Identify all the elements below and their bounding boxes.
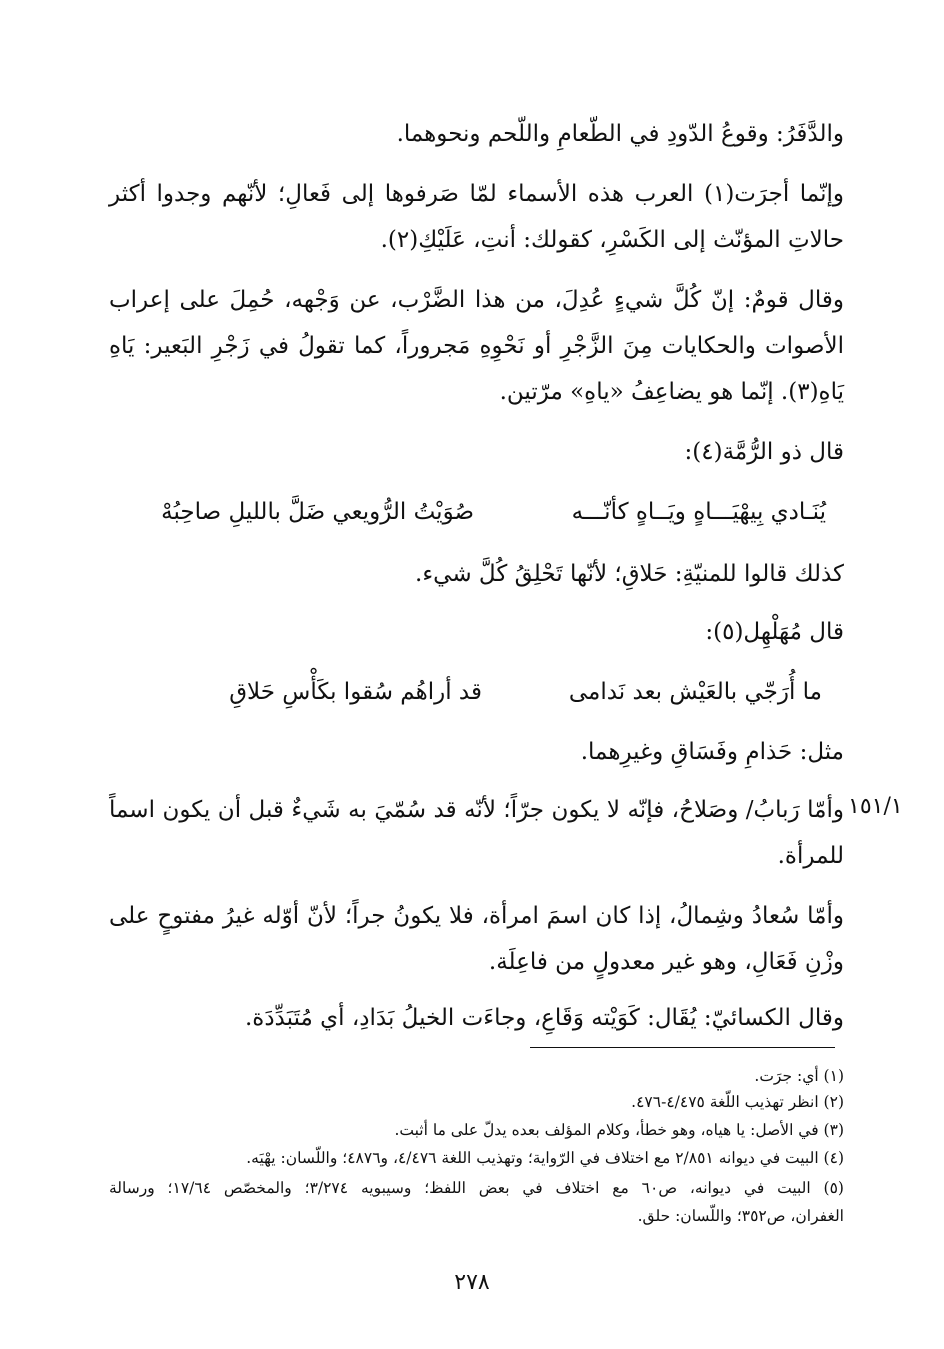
verse-intro: قال ذو الرُّمَّة(٤): — [684, 439, 844, 465]
page-number: ٢٧٨ — [454, 1270, 490, 1295]
footnote: (٣) في الأصل: يا هياه، وهو خطأ، وكلام المؤلف بعده يدلّ على ما أثبت. — [394, 1121, 844, 1139]
body-line: الأصوات والحكايات مِنَ الزَّجْرِ أو نَحْوِهِ مَجروراً، كما تقولُ في زَجْرِ البَعير: يَاهِ — [109, 333, 844, 359]
body-line: وأمّا رَبابُ/ وصَلاحُ، فإنّه لا يكون جرّاً؛ لأنّه قد سُمّيَ به شَيءٌ قبل أن يكون اسماً — [109, 797, 844, 823]
body-line: حالاتِ المؤنّث إلى الكَسْرِ، كقولك: أنتِ، عَلَيْكِ(٢). — [380, 227, 844, 253]
body-line: وقال قومٌ: إنّ كُلَّ شيءٍ عُدِلَ، من هذا الضَّرْب، عن وَجْهه، حُمِلَ على إعراب — [109, 287, 844, 313]
verse-hemistich-right: يُنَـادي بِيهْيَـــاهٍ ويَــاهٍ كأنّـــه — [571, 499, 826, 525]
body-line: كذلك قالوا للمنيّةِ: حَلاقِ؛ لأنّها تَحْلِقُ كُلَّ شيء. — [415, 561, 844, 587]
body-line: وأمّا سُعادُ وشِمالُ، إذا كان اسمَ امرأة، فلا يكونُ جراً؛ لأنّ أوّله غيرُ مفتوحٍ على — [109, 903, 844, 929]
body-line: والدَّفَرُ: وقوعُ الدّودِ في الطّعامِ واللّحم ونحوهما. — [396, 121, 844, 147]
verse-hemistich-left: قد أراهُم سُقوا بكَأْسِ حَلاقِ — [229, 679, 482, 705]
body-line: وقال الكسائيّ: يُقَال: كَوَيْته وَقَاعِ، وجاءَت الخيلُ بَدَادِ، أي مُتَبَدِّدَة. — [244, 1005, 844, 1031]
body-line: وزْنِ فَعَالِ، وهو غير معدولٍ من فاعِلَة. — [488, 949, 844, 975]
verse-hemistich-right: ما أُرَجّي بالعَيْش بعد نَدامى — [568, 679, 822, 705]
body-line: وإنّما أجرَت(١) العرب هذه الأسماء لمّا صَرفوها إلى فَعالِ؛ لأنّهم وجدوا أكثر — [109, 181, 844, 207]
body-line: يَاهِ(٣). إنّما هو يضاعِفُ «ياهِ» مرّتين. — [499, 379, 844, 405]
body-line: للمرأة. — [777, 843, 844, 869]
body-line: مثل: حَذامِ وفَسَاقِ وغيرِهما. — [580, 739, 844, 765]
verse-hemistich-left: صُوَيْتُ الرُّويعي ضَلَّ بالليلِ صاحِبُهْ — [161, 499, 474, 525]
verse-intro: قال مُهَلْهِل(٥): — [705, 619, 844, 645]
footnote-continuation: الغفران، ص٣٥٢؛ واللّسان: حلق. — [637, 1207, 844, 1225]
footnote: (٤) البيت في ديوانه ٢/٨٥١ مع اختلاف في الرّواية؛ وتهذيب اللغة ٤/٤٧٦، و٤٨٧٦؛ واللّسان: يهْيَه. — [246, 1149, 844, 1167]
manuscript-folio-reference: ١٥١/١ — [848, 794, 903, 819]
footnote-separator — [530, 1047, 835, 1048]
footnote: (١) أي: جرَت. — [754, 1067, 844, 1085]
footnote: (٢) انظر تهذيب اللّغة ٤/٤٧٥-٤٧٦. — [631, 1093, 844, 1111]
footnote: (٥) البيت في ديوانه، ص٦٠ مع اختلاف في بعض اللفظ؛ وسيبويه ٣/٢٧٤؛ والمخصّص ١٧/٦٤؛ ورسالة — [109, 1179, 844, 1197]
